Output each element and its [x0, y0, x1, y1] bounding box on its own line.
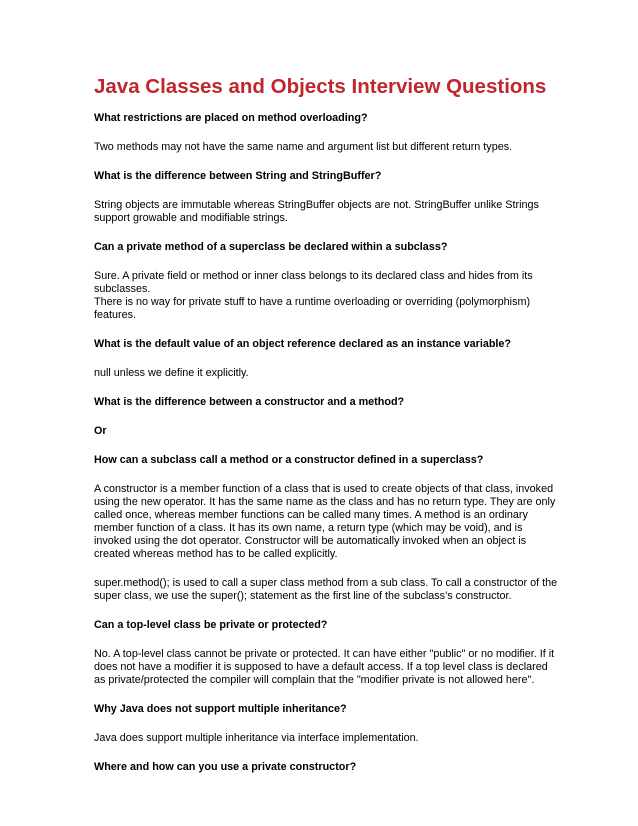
answer-line: super.method(); is used to call a super class method from a sub class. To call a constructor of the [94, 577, 558, 589]
question-heading: Where and how can you use a private constructor? [94, 761, 357, 773]
answer-line: super class, we use the super(); statement as the first line of the subclass’s constructor. [94, 590, 512, 602]
answer-line: support growable and modifiable strings. [94, 212, 288, 224]
answer-paragraph [94, 270, 554, 322]
answer-line: Two methods may not have the same name and argument list but different return types. [94, 141, 513, 153]
answer-line: features. [94, 309, 137, 321]
question-heading: What is the difference between a constructor and a method? [94, 396, 405, 408]
answer-line: Java does support multiple inheritance via interface implementation. [94, 732, 419, 744]
answer-line: No. A top-level class cannot be private or protected. It can have either "public" or no modifier. If it [94, 648, 555, 660]
answer-paragraph [94, 367, 554, 380]
answer-line: member function of a class. It has its own name, a return type (which may be void), and is [94, 522, 523, 534]
answer-line: as private/protected the compiler will complain that the "modifier private is not allowed here". [94, 674, 535, 686]
answer-paragraph [94, 199, 554, 225]
question-heading: How can a subclass call a method or a constructor defined in a superclass? [94, 454, 484, 466]
answer-line: created whereas method has to be called explicitly. [94, 548, 338, 560]
question-heading: Can a private method of a superclass be declared within a subclass? [94, 241, 448, 253]
answer-line: invoked using the dot operator. Constructor will be automatically invoked when an object is [94, 535, 527, 547]
qa-list [94, 112, 558, 774]
question-heading: What is the default value of an object reference declared as an instance variable? [94, 338, 512, 350]
answer-line: A constructor is a member function of a class that is used to create objects of that class, invoked [94, 483, 554, 495]
document-title: Java Classes and Objects Interview Questions [94, 75, 547, 98]
question-heading: What is the difference between String and StringBuffer? [94, 170, 382, 182]
question-heading: What restrictions are placed on method overloading? [94, 112, 368, 124]
question-heading: Why Java does not support multiple inheritance? [94, 703, 347, 715]
answer-line: Sure. A private field or method or inner class belongs to its declared class and hides from its [94, 270, 533, 282]
answer-line: using the new operator. It has the same name as the class and has no return type. They are only [94, 496, 556, 508]
answer-line: subclasses. [94, 283, 151, 295]
answer-line: called once, whereas member functions can be called many times. A method is an ordinary [94, 509, 528, 521]
answer-line: null unless we define it explicitly. [94, 367, 249, 379]
document-page [94, 74, 558, 790]
answer-paragraph [94, 577, 558, 603]
answer-line: There is no way for private stuff to have a runtime overloading or overriding (polymorphism) [94, 296, 531, 308]
answer-paragraph [94, 648, 554, 687]
question-heading: Can a top-level class be private or protected? [94, 619, 328, 631]
question-heading: Or [94, 425, 107, 437]
answer-paragraph [94, 732, 554, 745]
answer-paragraph [94, 483, 554, 561]
answer-line: String objects are immutable whereas StringBuffer objects are not. StringBuffer unlike Strings [94, 199, 539, 211]
answer-line: does not have a modifier it is supposed to have a default access. If a top level class is declared [94, 661, 548, 673]
answer-paragraph [94, 141, 554, 154]
